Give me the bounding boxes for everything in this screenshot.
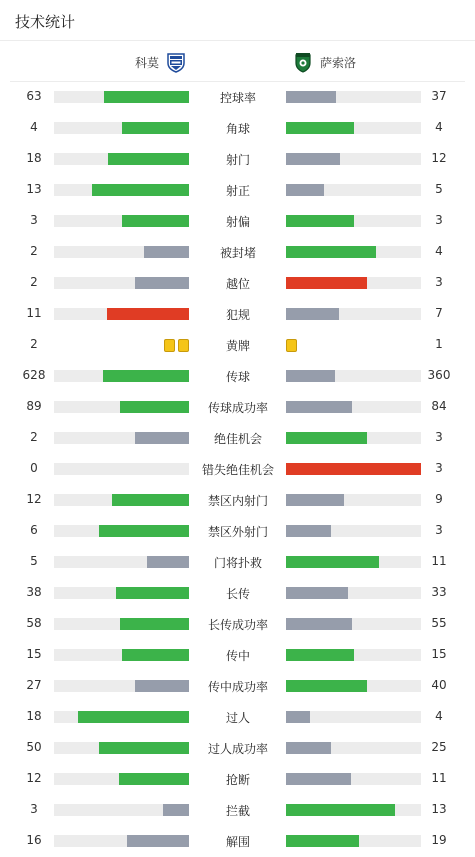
away-bar-track: [286, 556, 421, 568]
home-bar-fill: [107, 308, 189, 320]
como-crest-icon: [165, 51, 187, 73]
away-bar-fill: [286, 463, 421, 475]
away-value: 9: [435, 492, 443, 506]
page-title: 技术统计: [15, 13, 76, 31]
stat-row: [0, 236, 475, 267]
home-bar-fill: [144, 246, 189, 258]
away-bar-fill: [286, 401, 352, 413]
home-bar-fill: [119, 773, 189, 785]
home-bar-track: [54, 463, 189, 475]
stat-label: 抢断: [225, 773, 250, 787]
away-bar-fill: [286, 91, 336, 103]
away-value: 37: [431, 89, 447, 103]
away-value: 19: [431, 833, 447, 847]
home-bar-fill: [122, 215, 190, 227]
stat-label: 犯规: [225, 308, 250, 322]
stat-row: [0, 112, 475, 143]
stat-label: 长传成功率: [207, 618, 268, 632]
away-bar-track: [286, 91, 421, 103]
home-team-name: 科莫: [134, 55, 159, 70]
away-bar-track: [286, 463, 421, 475]
home-bar-fill: [135, 680, 189, 692]
stat-row: [0, 453, 475, 484]
stat-row: [0, 484, 475, 515]
home-bar-track: [54, 370, 189, 382]
away-bar-fill: [286, 711, 310, 723]
away-bar-track: [286, 401, 421, 413]
stat-label: 传中: [225, 649, 250, 663]
home-value: 628: [22, 368, 46, 382]
away-value: 4: [435, 244, 443, 258]
stat-row: [0, 732, 475, 763]
home-bar-track: [54, 401, 189, 413]
away-value: 11: [431, 554, 447, 568]
stat-label: 禁区外射门: [207, 525, 268, 539]
away-bar-fill: [286, 525, 331, 537]
home-bar-fill: [120, 401, 189, 413]
home-bar-track: [54, 649, 189, 661]
home-value: 2: [30, 337, 38, 351]
away-value: 3: [435, 461, 443, 475]
home-bar-track: [54, 184, 189, 196]
stat-label: 传球成功率: [207, 401, 268, 415]
home-bar-fill: [78, 711, 189, 723]
away-bar-track: [286, 122, 421, 134]
away-value: 1: [435, 337, 443, 351]
away-value: 11: [431, 771, 447, 785]
stat-label: 长传: [225, 587, 250, 601]
away-value: 25: [431, 740, 447, 754]
stat-row: [0, 205, 475, 236]
stat-row: [0, 81, 475, 112]
home-value: 13: [26, 182, 42, 196]
home-value: 0: [30, 461, 38, 475]
away-bar-fill: [286, 587, 348, 599]
away-value: 13: [431, 802, 447, 816]
home-value: 38: [26, 585, 42, 599]
home-value: 4: [30, 120, 38, 134]
stat-label: 错失绝佳机会: [201, 463, 274, 477]
away-value: 33: [431, 585, 447, 599]
stat-label: 越位: [225, 277, 250, 291]
away-bar-track: [286, 742, 421, 754]
away-value: 360: [427, 368, 451, 382]
home-bar-track: [54, 122, 189, 134]
stat-row: [0, 267, 475, 298]
away-bar-fill: [286, 184, 324, 196]
home-value: 11: [26, 306, 42, 320]
away-value: 7: [435, 306, 443, 320]
stat-label: 过人成功率: [207, 742, 268, 756]
home-value: 5: [30, 554, 38, 568]
away-bar-fill: [286, 742, 331, 754]
stat-label: 射门: [225, 153, 250, 167]
home-value: 63: [26, 89, 42, 103]
home-bar-track: [54, 742, 189, 754]
yellow-card-icon: [164, 339, 175, 352]
home-bar-track: [54, 618, 189, 630]
away-cards: [286, 339, 297, 351]
home-bar-track: [54, 432, 189, 444]
away-bar-track: [286, 649, 421, 661]
stat-row: [0, 794, 475, 825]
yellow-card-icon: [178, 339, 189, 352]
home-value: 3: [30, 213, 38, 227]
stat-row: [0, 360, 475, 391]
away-bar-track: [286, 804, 421, 816]
home-bar-track: [54, 494, 189, 506]
home-bar-fill: [103, 370, 189, 382]
away-bar-fill: [286, 773, 351, 785]
stat-label: 解围: [225, 835, 250, 849]
stat-label: 禁区内射门: [207, 494, 268, 508]
home-value: 18: [26, 151, 42, 165]
home-bar-fill: [99, 525, 189, 537]
away-bar-fill: [286, 494, 344, 506]
away-bar-fill: [286, 804, 395, 816]
away-bar-fill: [286, 556, 379, 568]
home-value: 58: [26, 616, 42, 630]
away-bar-fill: [286, 277, 367, 289]
away-bar-track: [286, 370, 421, 382]
stat-row: [0, 639, 475, 670]
home-bar-track: [54, 556, 189, 568]
stat-row: [0, 670, 475, 701]
home-value: 12: [26, 771, 42, 785]
stat-label: 射正: [225, 184, 250, 198]
home-value: 2: [30, 244, 38, 258]
away-bar-track: [286, 680, 421, 692]
away-bar-track: [286, 711, 421, 723]
header: [0, 0, 475, 41]
away-bar-track: [286, 184, 421, 196]
away-bar-fill: [286, 432, 367, 444]
stat-label: 传中成功率: [207, 680, 268, 694]
stat-row: [0, 825, 475, 856]
away-bar-fill: [286, 308, 339, 320]
stat-label: 被封堵: [219, 246, 256, 260]
stat-row: [0, 515, 475, 546]
home-cards: [164, 339, 189, 351]
away-bar-track: [286, 773, 421, 785]
away-bar-fill: [286, 153, 340, 165]
home-bar-track: [54, 587, 189, 599]
home-bar-fill: [135, 277, 189, 289]
home-bar-fill: [135, 432, 189, 444]
away-bar-fill: [286, 649, 354, 661]
home-value: 50: [26, 740, 42, 754]
away-value: 3: [435, 430, 443, 444]
away-bar-track: [286, 246, 421, 258]
home-value: 12: [26, 492, 42, 506]
away-bar-fill: [286, 680, 367, 692]
home-bar-fill: [122, 122, 190, 134]
home-bar-fill: [108, 153, 189, 165]
away-bar-track: [286, 525, 421, 537]
home-bar-fill: [127, 835, 189, 847]
away-bar-fill: [286, 246, 376, 258]
home-bar-fill: [163, 804, 189, 816]
yellow-card-icon: [286, 339, 297, 352]
away-bar-fill: [286, 122, 354, 134]
away-bar-track: [286, 215, 421, 227]
home-bar-track: [54, 835, 189, 847]
home-bar-fill: [122, 649, 190, 661]
stats-list: [0, 81, 475, 856]
away-value: 3: [435, 523, 443, 537]
away-bar-track: [286, 153, 421, 165]
away-value: 5: [435, 182, 443, 196]
stat-label: 过人: [225, 711, 250, 725]
home-value: 16: [26, 833, 42, 847]
stat-row: [0, 329, 475, 360]
home-value: 2: [30, 275, 38, 289]
home-bar-track: [54, 804, 189, 816]
away-value: 40: [431, 678, 447, 692]
home-bar-track: [54, 277, 189, 289]
stat-row: [0, 174, 475, 205]
stat-row: [0, 608, 475, 639]
away-value: 55: [431, 616, 447, 630]
home-bar-fill: [116, 587, 189, 599]
stat-row: [0, 701, 475, 732]
home-bar-track: [54, 91, 189, 103]
home-bar-fill: [147, 556, 189, 568]
stat-label: 射偏: [225, 215, 250, 229]
away-value: 15: [431, 647, 447, 661]
home-bar-track: [54, 773, 189, 785]
sassuolo-crest-icon: [292, 51, 314, 73]
home-bar-track: [54, 153, 189, 165]
away-bar-track: [286, 432, 421, 444]
away-value: 12: [431, 151, 447, 165]
away-bar-track: [286, 835, 421, 847]
stat-label: 控球率: [219, 91, 256, 105]
away-bar-track: [286, 587, 421, 599]
stat-label: 门将扑救: [213, 556, 262, 570]
away-value: 3: [435, 275, 443, 289]
stat-label: 传球: [225, 370, 250, 384]
stat-label: 拦截: [225, 804, 250, 818]
away-value: 4: [435, 120, 443, 134]
away-team[interactable]: [292, 51, 356, 73]
away-value: 4: [435, 709, 443, 723]
home-value: 2: [30, 430, 38, 444]
home-value: 6: [30, 523, 38, 537]
away-bar-fill: [286, 618, 352, 630]
away-value: 3: [435, 213, 443, 227]
stat-label: 绝佳机会: [213, 432, 262, 446]
away-bar-track: [286, 494, 421, 506]
away-value: 84: [431, 399, 447, 413]
stat-label: 角球: [225, 122, 250, 136]
home-bar-track: [54, 246, 189, 258]
stat-row: [0, 391, 475, 422]
stat-row: [0, 546, 475, 577]
home-value: 15: [26, 647, 42, 661]
stat-label: 黄牌: [225, 339, 250, 353]
away-team-name: 萨索洛: [320, 55, 357, 70]
away-bar-track: [286, 308, 421, 320]
home-value: 3: [30, 802, 38, 816]
home-team[interactable]: [135, 51, 187, 73]
home-bar-track: [54, 680, 189, 692]
home-bar-track: [54, 215, 189, 227]
home-bar-fill: [92, 184, 189, 196]
home-bar-track: [54, 525, 189, 537]
home-value: 27: [26, 678, 42, 692]
away-bar-fill: [286, 215, 354, 227]
away-bar-track: [286, 277, 421, 289]
home-bar-fill: [120, 618, 189, 630]
home-bar-track: [54, 308, 189, 320]
stat-row: [0, 763, 475, 794]
home-bar-fill: [104, 91, 189, 103]
stat-row: [0, 298, 475, 329]
stat-row: [0, 577, 475, 608]
stat-row: [0, 422, 475, 453]
away-bar-fill: [286, 835, 359, 847]
home-bar-fill: [99, 742, 189, 754]
home-value: 89: [26, 399, 42, 413]
home-bar-track: [54, 711, 189, 723]
away-bar-track: [286, 618, 421, 630]
stat-row: [0, 143, 475, 174]
away-bar-fill: [286, 370, 335, 382]
home-bar-fill: [112, 494, 189, 506]
teams-header: [10, 41, 465, 82]
home-value: 18: [26, 709, 42, 723]
